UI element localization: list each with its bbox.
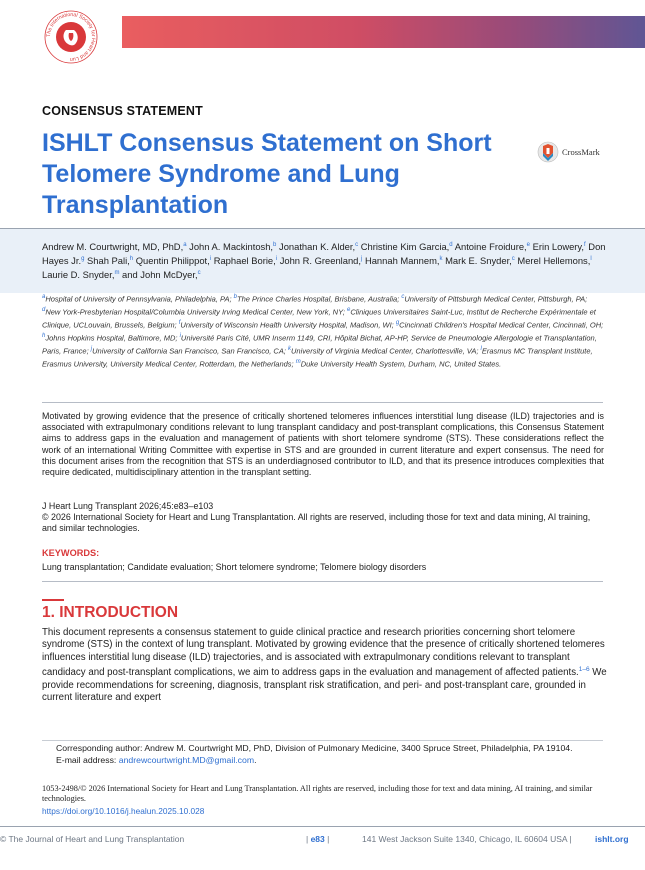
email-end: . (254, 754, 257, 765)
author-name: Merel Hellemons, (517, 255, 591, 267)
affiliation-text: Duke University Health System, Durham, NC, United States. (300, 359, 502, 369)
footer-rule (0, 826, 645, 827)
affiliation-text: Cliniques Universitaires Saint-Luc, Institut de Recherche Expérimentale et Clinique, UCLouvain, Brussels, Belgium; (42, 307, 596, 330)
author-name: Laurie D. Snyder, (42, 269, 115, 281)
affiliation-text: Cincinnati Children's Hospital Medical Center, Cincinnati, OH; (399, 320, 604, 330)
affiliation-text: University of California San Francisco, San Francisco, CA; (92, 346, 289, 356)
introduction-text (42, 627, 608, 705)
intro-text-part2: We provide recommendations for screening, diagnosis, transplant risk stratification, and peri- and post-transplant care, grounded in current literature and expert (42, 667, 607, 704)
keywords-heading: KEYWORDS: (42, 548, 100, 558)
page-footer (0, 834, 645, 846)
affiliation-mark: k (288, 345, 292, 352)
affiliation-text: The Prince Charles Hospital, Brisbane, Australia; (236, 294, 402, 304)
abstract-copyright: © 2026 International Society for Heart and Lung Transplantation. All rights are reserved, including those for text and data mining, AI training, and similar technologies. (42, 512, 591, 534)
affiliation-mark: i (179, 332, 181, 339)
author-affiliation-mark: e (526, 242, 530, 248)
author-name: Mark E. Snyder, (445, 255, 512, 267)
affiliation-mark: h (42, 332, 46, 339)
author-name: Antoine Froidure, (454, 241, 527, 253)
abstract-top-rule (42, 402, 603, 403)
crossmark-label: CrossMark (562, 147, 600, 157)
author-name: Quentin Philippot, (135, 255, 210, 267)
introduction-heading: 1. INTRODUCTION (42, 604, 179, 621)
keywords-text: Lung transplantation; Candidate evaluation; Short telomere syndrome; Telomere biology disorders (42, 562, 427, 572)
author-affiliation-mark: f (584, 242, 586, 248)
email-label: E-mail address: (56, 754, 119, 765)
author-affiliation-mark: k (439, 256, 443, 263)
author-name: Erin Lowery, (532, 241, 585, 253)
affiliation-text: New York-Presbyterian Hospital/Columbia University Irving Medical Center, New York, NY; (45, 307, 347, 317)
author-affiliation-mark: c (511, 256, 515, 263)
author-affiliation-mark: h (129, 256, 134, 263)
affiliation-mark: e (347, 306, 351, 313)
affiliation-mark: l (480, 345, 482, 352)
author-affiliation-mark: m (114, 270, 120, 277)
section-label: CONSENSUS STATEMENT (42, 104, 203, 118)
article-title: ISHLT Consensus Statement on Short Telomere Syndrome and Lung Transplantation (42, 129, 492, 219)
footer-website-link[interactable]: ishlt.org (595, 834, 629, 844)
affiliation-list (42, 292, 607, 369)
author-affiliation-mark: i (275, 256, 278, 263)
affiliation-text: University of Wisconsin Health University Hospital, Madison, WI; (180, 320, 396, 330)
crossmark-icon (537, 141, 559, 163)
header-gradient-bar (122, 16, 645, 48)
email-link[interactable]: andrewcourtwright.MD@gmail.com (118, 754, 255, 765)
legal-notice: 1053-2498/© 2026 International Society for Heart and Lung Transplantation. All rights are reserved, including those for text and data mining, AI training, and similar technologies. (42, 784, 593, 804)
author-name: and John McDyer, (122, 269, 198, 281)
author-name: Hannah Mannem, (364, 255, 440, 267)
author-affiliation-mark: j (361, 256, 363, 263)
author-name: John A. Mackintosh, (189, 241, 274, 253)
affiliation-text: University of Virginia Medical Center, Charlottesville, VA; (291, 346, 481, 356)
author-affiliation-mark: c (197, 270, 201, 277)
ishlt-logo-icon (40, 6, 102, 68)
affiliation-text: Erasmus MC Transplant Institute, Erasmus University, University Medical Center, Rotterdam, the Netherlands; (42, 346, 593, 369)
intro-citation-link[interactable]: 1–6 (578, 666, 590, 674)
author-affiliation-mark: g (81, 256, 85, 263)
author-name: Raphael Borie, (213, 255, 276, 267)
footnote-rule (42, 740, 603, 741)
affiliation-mark: b (233, 294, 237, 300)
footer-journal: © The Journal of Heart and Lung Transplantation (0, 834, 185, 844)
author-affiliation-mark: b (273, 242, 277, 248)
author-affiliation-mark: d (449, 242, 453, 248)
author-name: Don Hayes Jr. (42, 241, 606, 267)
affiliation-mark: m (295, 358, 301, 365)
logo-society-name: The International Society for Heart and Lun (45, 11, 97, 63)
intro-accent-rule (42, 599, 64, 601)
author-list (42, 239, 612, 281)
affiliation-mark: c (401, 294, 405, 300)
affiliation-mark: j (90, 345, 93, 352)
affiliation-text: Johns Hopkins Hospital, Baltimore, MD; (45, 333, 180, 343)
abstract-text: Motivated by growing evidence that the presence of critically shortened telomeres influences interstitial lung disease (ILD) trajectories and is associated with extrapulmonary conditions relevant to lung transplant candidacy and post-transplant complications, this Consensus Statement aims to address gaps in the evaluation and management of patients with short telomere syndrome (STS). These considerations reflect the work of an international Writing Committee with expertise in STS and are grounded in current literature and expert consensus. The need for this document arises from the recognition that STS is an underdiagnosed contributor to ILD, and that its presence introduces complexities that require dedicated, multidisciplinary attention in the transplant setting. (42, 411, 604, 478)
crossmark-badge[interactable] (537, 141, 600, 163)
affiliation-mark: g (395, 319, 400, 326)
affiliation-text: University of Pittsburgh Medical Center, Pittsburgh, PA; (404, 294, 588, 304)
author-name: Andrew M. Courtwright, MD, PhD, (42, 241, 184, 253)
email-line (56, 755, 616, 767)
journal-reference: J Heart Lung Transplant 2026;45:e83–e103 (42, 501, 214, 511)
author-affiliation-mark: i (209, 256, 212, 263)
author-affiliation-mark: l (590, 256, 592, 263)
affiliation-mark: f (178, 319, 181, 326)
author-affiliation-mark: c (355, 242, 359, 248)
affiliation-text: Université Paris Cité, UMR Inserm 1149, CRI, Hôpital Bichat, AP-HP, Service de Pneumologie Allergologie et Transplantation, Paris, France; (42, 333, 597, 356)
author-name: Jonathan K. Alder, (279, 241, 356, 253)
footer-address: 141 West Jackson Suite 1340, Chicago, IL 60604 USA | (362, 834, 572, 844)
author-affiliation-mark: a (183, 242, 187, 248)
affiliation-mark: d (42, 306, 46, 313)
corresponding-author (56, 743, 616, 766)
footer-page-number: | e83 | (306, 834, 330, 844)
doi-link[interactable]: https://doi.org/10.1016/j.healun.2025.10.028 (42, 806, 205, 816)
author-name: Shah Pali, (87, 255, 130, 267)
intro-text-part1: This document represents a consensus statement to guide clinical practice and research priorities concerning short telomere syndrome (STS) in the context of lung transplant. Motivated by growing evidence that the presence of critically shortened telomeres influences interstitial lung disease (ILD) trajectories, and is associated with extrapulmonary conditions relevant to transplant candidacy and post-transplant complications, we aim to address gaps in the evaluation and management of affected patients. (42, 627, 605, 679)
affiliation-text: Hospital of University of Pennsylvania, Philadelphia, PA; (45, 294, 234, 304)
corresponding-author-text: Corresponding author: Andrew M. Courtwright MD, PhD, Division of Pulmonary Medicine, 3400 Spruce Street, Philadelphia, PA 19104. (56, 743, 573, 753)
page-number: e83 (310, 834, 325, 844)
author-name: John R. Greenland, (279, 255, 361, 267)
abstract-bottom-rule (42, 581, 603, 582)
author-name: Christine Kim Garcia, (360, 241, 450, 253)
affiliation-mark: a (42, 294, 46, 300)
